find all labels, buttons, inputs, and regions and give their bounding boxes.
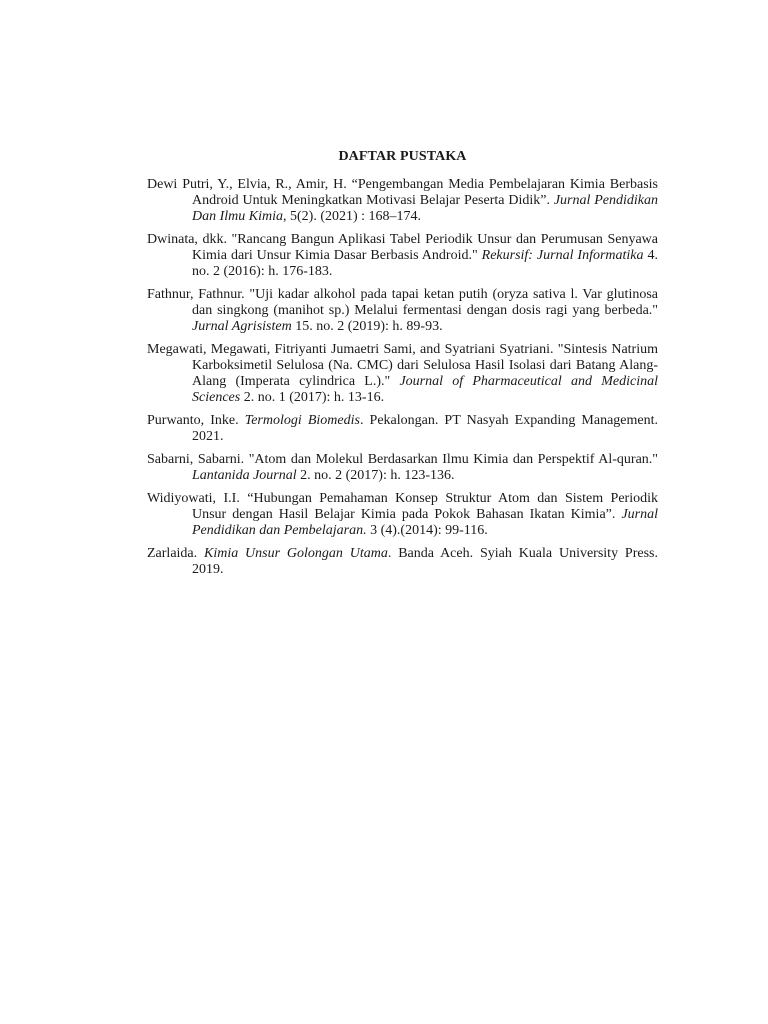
reference-details: 3 (4).(2014): 99-116. [366,523,488,538]
reference-entry [147,232,658,280]
reference-entry [147,452,658,484]
reference-details: 4. no. 2 (2016): h. 176-183. [192,248,658,279]
reference-entry [147,342,658,406]
reference-text: Widiyowati, I.I. “Hubungan Pemahaman Konsep Struktur Atom dan Sistem Periodik Unsur dengan Hasil Belajar Kimia pada Pokok Bahasan Ikatan Kimia”. [147,491,658,522]
reference-text: Zarlaida. [147,546,204,561]
reference-entry [147,546,658,578]
reference-source-title: Termologi Biomedis [244,413,360,428]
reference-text: Fathnur, Fathnur. "Uji kadar alkohol pada tapai ketan putih (oryza sativa l. Var glutinosa dan singkong (manihot sp.) Melalui fermentasi dengan dosis ragi yang berbeda." [147,287,658,318]
reference-text: Sabarni, Sabarni. "Atom dan Molekul Berdasarkan Ilmu Kimia dan Perspektif Al-quran." [147,452,658,467]
reference-entry [147,287,658,335]
reference-source-title: Rekursif: Jurnal Informatika [481,248,644,263]
reference-source-title: Journal of Pharmaceutical and Medicinal Sciences [192,374,658,405]
reference-text: Dewi Putri, Y., Elvia, R., Amir, H. “Pengembangan Media Pembelajaran Kimia Berbasis Android Untuk Meningkatkan Motivasi Belajar Peserta Didik”. [147,177,658,208]
reference-details: 2. no. 2 (2017): h. 123-136. [296,468,455,483]
reference-source-title: Jurnal Pendidikan Dan Ilmu Kimia [192,193,659,224]
bibliography-section [147,148,658,585]
reference-text: Purwanto, Inke. [147,413,245,428]
reference-details: 15. no. 2 (2019): h. 89-93. [291,319,443,334]
reference-details: . Banda Aceh. Syiah Kuala University Press. 2019. [192,546,658,577]
reference-source-title: Kimia Unsur Golongan Utama [203,546,388,561]
reference-source-title: Jurnal Pendidikan dan Pembelajaran. [192,507,658,538]
reference-text: Megawati, Megawati, Fitriyanti Jumaetri Sami, and Syatriani Syatriani. "Sintesis Natrium Karboksimetil Selulosa (Na. CMC) dari Selulosa Hasil Isolasi dari Batang Alang-Alang (Imperata cylindrica L.)." [147,342,658,389]
reference-details: . Pekalongan. PT Nasyah Expanding Management. 2021. [192,413,658,444]
reference-details: 2. no. 1 (2017): h. 13-16. [240,390,385,405]
reference-entry [147,177,658,225]
reference-details: , 5(2). (2021) : 168–174. [283,209,422,224]
reference-entry [147,491,658,539]
reference-source-title: Jurnal Agrisistem [192,319,292,334]
reference-source-title: Lantanida Journal [192,468,297,483]
reference-entry [147,413,658,445]
reference-text: Dwinata, dkk. "Rancang Bangun Aplikasi Tabel Periodik Unsur dan Perumusan Senyawa Kimia dari Unsur Kimia Dasar Berbasis Android." [147,232,658,263]
page-title: DAFTAR PUSTAKA [338,149,467,164]
